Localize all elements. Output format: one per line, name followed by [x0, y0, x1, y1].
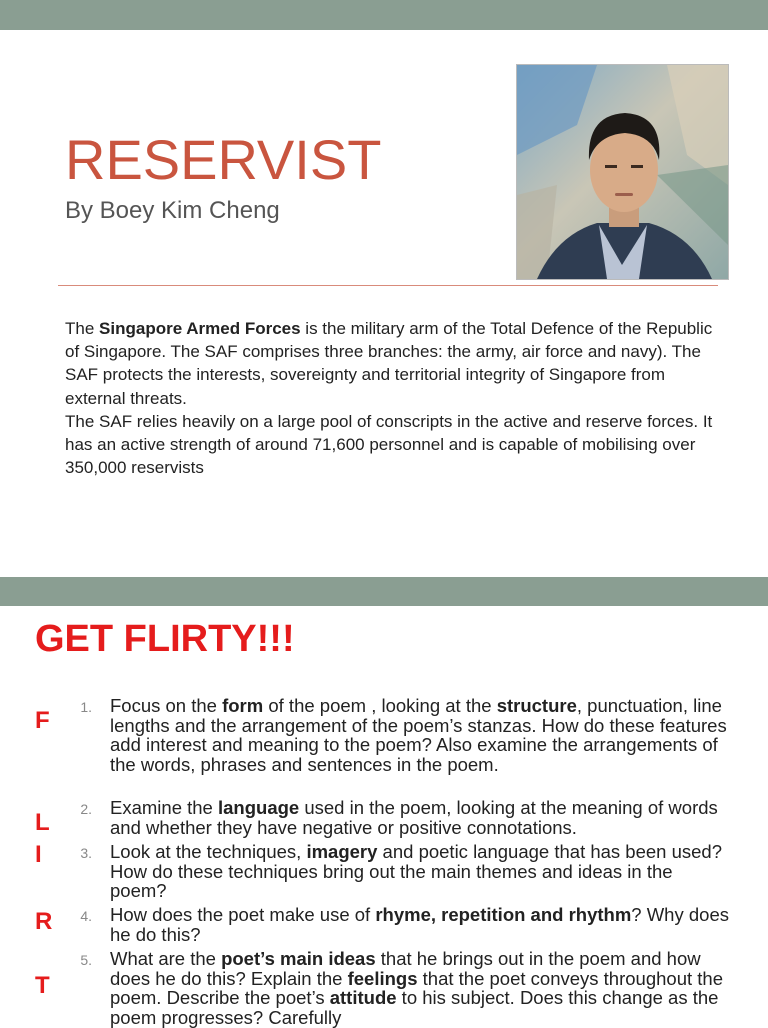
text-run: The: [65, 319, 100, 338]
list-item-text: [110, 798, 730, 837]
text-run: ? Why does he do this?: [110, 904, 729, 945]
text-run: How does the poet make use of: [110, 904, 376, 925]
text-run: Look at the techniques,: [110, 841, 307, 862]
flirty-letter-t: T: [35, 972, 50, 999]
bold-text: structure: [496, 695, 577, 716]
bold-text: imagery: [306, 841, 378, 862]
poet-photo: [516, 64, 729, 280]
list-item: [70, 905, 730, 944]
list-number: 4.: [80, 908, 92, 924]
list-item: [70, 696, 730, 774]
text-run: The SAF relies heavily on a large pool of conscripts in the active and reserve forces. It has an active strength of around 71,600 personnel and is capable of mobilising over 350,000 reservists: [65, 411, 713, 478]
text-run: used in the poem, looking at the meaning of words and whether they have negative or positive connotations.: [110, 797, 718, 838]
slide-separator-band: [0, 577, 768, 606]
list-item: [70, 798, 730, 837]
text-run: of the poem , looking at the: [263, 695, 497, 716]
text-run: that he brings out in the poem and how does he do this? Explain the: [110, 948, 701, 989]
bold-text: rhyme, repetition and rhythm: [375, 904, 632, 925]
flirty-letter-l: L: [35, 809, 50, 836]
text-run: What are the: [110, 948, 222, 969]
list-item: [70, 949, 730, 1027]
list-item-text: [110, 842, 730, 901]
flirty-letter-i: I: [35, 841, 42, 868]
intro-paragraph: [65, 317, 725, 479]
list-item-text: [110, 905, 730, 944]
page-title: RESERVIST: [65, 128, 382, 191]
text-run: and poetic language that has been used? How do these techniques bring out the main themes and ideas in the poem?: [110, 841, 723, 902]
text-run: Describe the poet’s: [166, 987, 330, 1009]
bold-text: attitude: [329, 987, 397, 1009]
text-run: Examine the: [110, 797, 218, 818]
bold-text: Singapore Armed Forces: [99, 319, 301, 338]
list-item-text: [110, 696, 730, 774]
bold-text: form: [222, 695, 264, 716]
list-number: 2.: [80, 801, 92, 817]
page-subtitle: By Boey Kim Cheng: [65, 197, 280, 224]
list-number: 1.: [80, 699, 92, 715]
flirty-letter-r: R: [35, 908, 53, 935]
bold-text: language: [217, 797, 300, 818]
list-item: [70, 842, 730, 901]
bold-text: feelings: [347, 967, 418, 989]
text-run: , punctuation, line lengths and the arrangement of the poem’s stanzas. How do these features add interest and meaning to the poem? Also examine the arrangements of the words, phrases and sentences in the poem.: [110, 695, 727, 775]
text-run: is the military arm of the Total Defence of the Republic of Singapore. The SAF comprises three branches: the army, air force and navy). The SAF protects the interests, sovereignty and territorial integrity of Singapore from external threats.: [65, 319, 713, 408]
list-number: 5.: [80, 952, 92, 968]
text-run: that the poet conveys throughout the poem.: [110, 967, 723, 1009]
section-title: GET FLIRTY!!!: [35, 618, 295, 660]
list-item-text: [110, 949, 730, 1027]
title-divider: [58, 285, 718, 286]
text-run: to his subject. Does this change as the poem progresses? Carefully: [110, 987, 719, 1028]
list-number: 3.: [80, 845, 92, 861]
flirty-letter-f: F: [35, 707, 50, 734]
text-run: Focus on the: [110, 695, 223, 716]
bold-text: poet’s main ideas: [221, 948, 376, 969]
top-band: [0, 0, 768, 30]
